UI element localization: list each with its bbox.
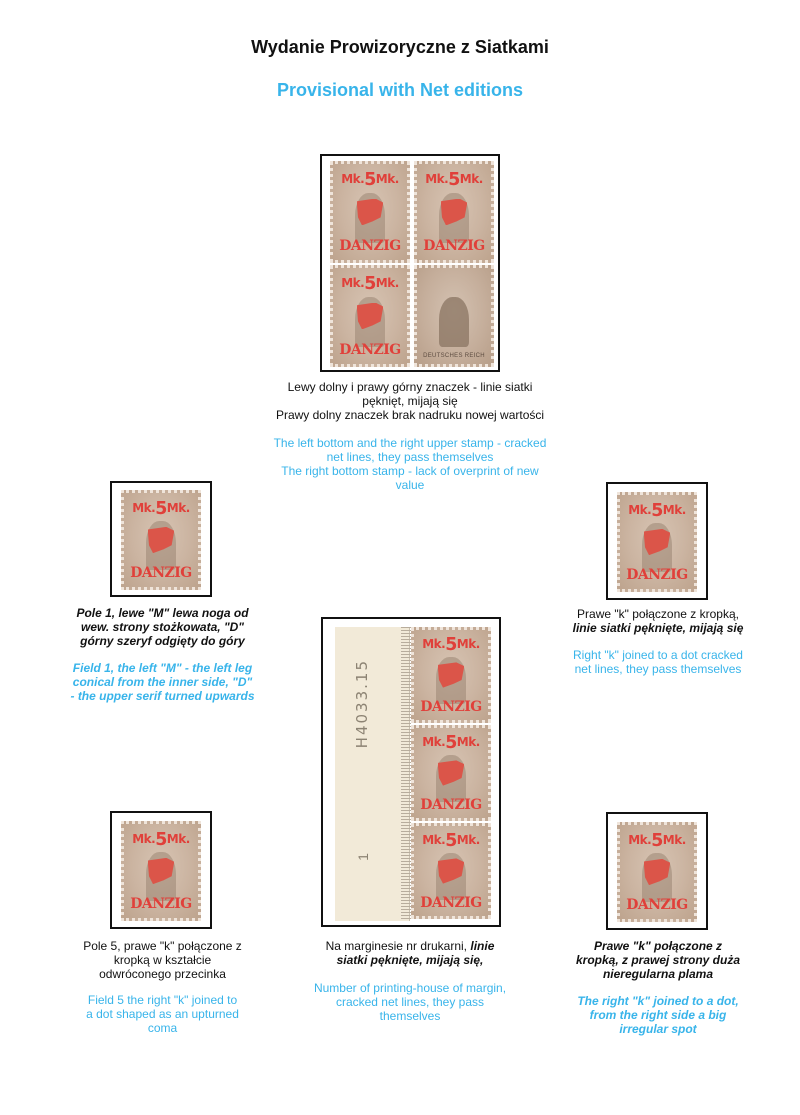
field1-frame	[110, 481, 212, 597]
strip-stamp-2: Mk.5Mk. DANZIG	[411, 725, 491, 821]
spot-caption-pl: Prawe "k" połączone z kropką, z prawej strony duża nieregularna plama	[575, 939, 741, 981]
stamp-top-left	[330, 161, 410, 263]
overprint-mk: Mk.	[341, 171, 365, 186]
right-k-frame	[606, 482, 708, 600]
overprint-digit: 5	[364, 169, 376, 190]
spot-caption-en: The right "k" joined to a dot, from the right side a big irregular spot	[577, 994, 739, 1036]
page-subtitle: Provisional with Net editions	[276, 80, 524, 100]
block-caption-pl: Lewy dolny i prawy górny znaczek - linie siatki pęknięt, mijają się Prawy dolny znaczek brak nadruku nowej wartości	[275, 380, 545, 422]
right-k-caption-pl: Prawe "k" połączone z kropką, linie siatki pęknięte, mijają się	[572, 607, 744, 635]
spot-frame	[606, 812, 708, 930]
overprint-danzig: DANZIG	[423, 238, 485, 255]
base-inscription: DEUTSCHES REICH	[423, 353, 485, 360]
stamp-right-k: Mk.5Mk. DANZIG	[617, 492, 697, 592]
right-k-caption-en: Right "k" joined to a dot cracked net lines, they pass themselves	[573, 648, 743, 676]
overprint-mk: Mk.	[425, 171, 449, 186]
stamp-bottom-left	[330, 265, 410, 367]
sheet-margin	[335, 627, 410, 921]
overprint-mk: Mk.	[375, 275, 399, 290]
stamp-spot: Mk.5Mk. DANZIG	[617, 822, 697, 922]
stamp-bottom-right-no-overprint	[414, 265, 494, 367]
page-title: Wydanie Prowizoryczne z Siatkami	[251, 37, 549, 57]
perforation	[401, 627, 411, 921]
overprint-danzig: DANZIG	[339, 342, 401, 359]
block-of-four-frame	[320, 154, 500, 372]
stamp-top-right	[414, 161, 494, 263]
strip-caption-en: Number of printing-house of margin, cracked net lines, they pass themselves	[313, 981, 507, 1023]
overprint-mk: Mk.	[341, 275, 365, 290]
margin-strip-frame	[321, 617, 501, 927]
stamp-field5: Mk.5Mk. DANZIG	[121, 821, 201, 921]
field5-caption-pl: Pole 5, prawe "k" połączone z kropką w kształcie odwróconego przecinka	[83, 939, 242, 981]
strip-stamp-1: Mk.5Mk. DANZIG	[411, 627, 491, 723]
printing-house-number: H4033.15	[353, 659, 371, 749]
field5-frame	[110, 811, 212, 929]
block-caption-en: The left bottom and the right upper stamp - cracked net lines, they pass themselves The right bottom stamp - lack of overprint of new value	[273, 436, 547, 492]
stamp-field1: Mk.5Mk. DANZIG	[121, 490, 201, 590]
overprint-mk: Mk.	[459, 171, 483, 186]
margin-mark: 1	[354, 853, 371, 861]
field1-caption-pl: Pole 1, lewe "M" lewa noga od wew. strony stożkowata, "D" górny szeryf odgięty do góry	[76, 606, 249, 648]
overprint-digit: 5	[364, 273, 376, 294]
strip-stamp-3: Mk.5Mk. DANZIG	[411, 823, 491, 919]
field1-caption-en: Field 1, the left "M" - the left leg conical from the inner side, "D" - the upper serif turned upwards	[70, 661, 255, 703]
overprint-mk: Mk.	[375, 171, 399, 186]
field5-caption-en: Field 5 the right "k" joined to a dot shaped as an upturned coma	[86, 993, 239, 1035]
overprint-digit: 5	[448, 169, 460, 190]
strip-caption-pl: Na marginesie nr drukarni, linie siatki pęknięte, mijają się,	[325, 939, 495, 967]
overprint-danzig: DANZIG	[339, 238, 401, 255]
